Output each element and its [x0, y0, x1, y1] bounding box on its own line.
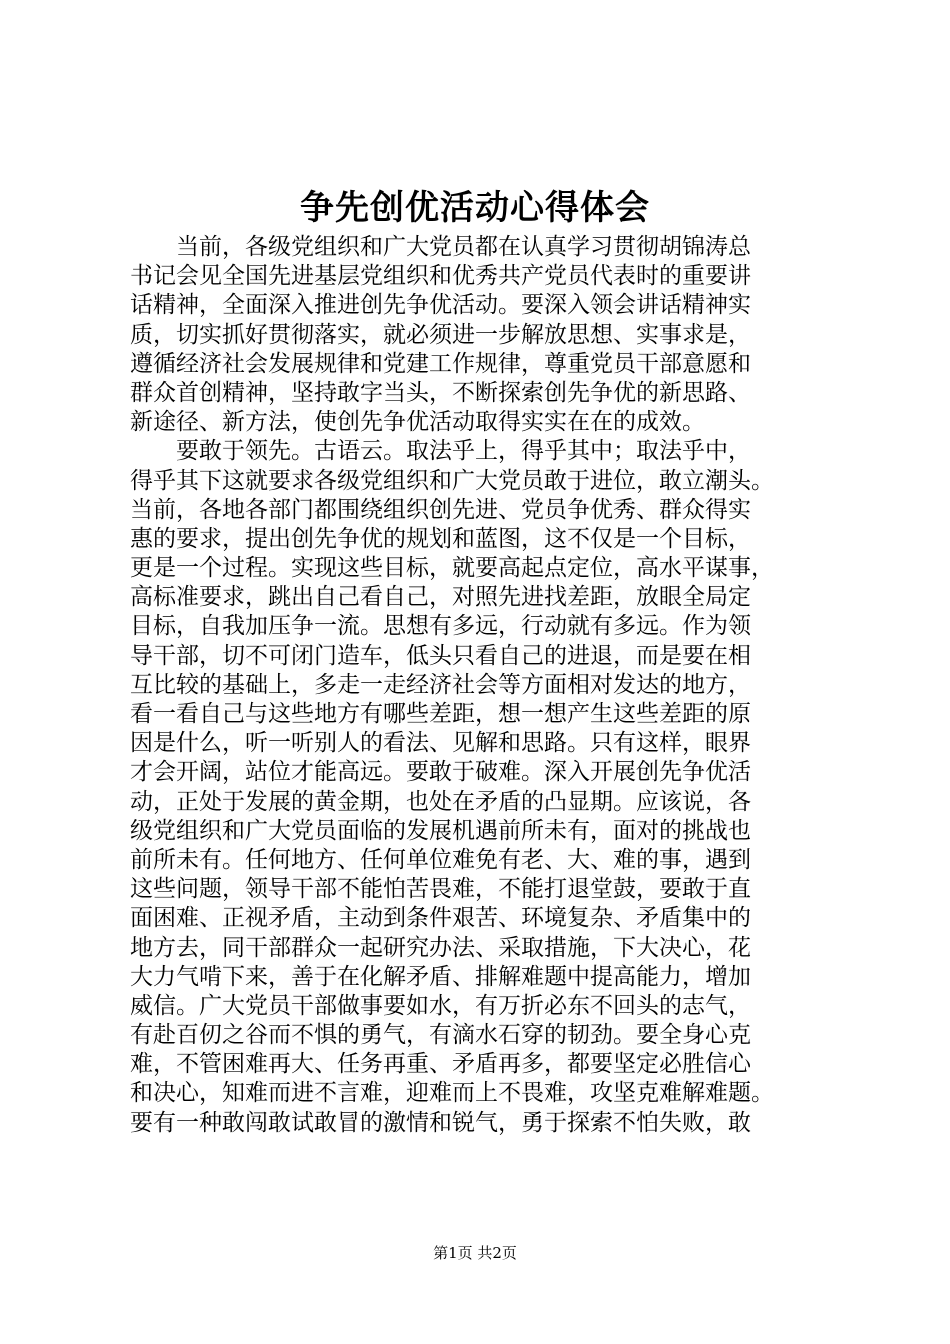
- body-line: 和决心，知难而进不言难，迎难而上不畏难，攻坚克难解难题。: [130, 1080, 774, 1107]
- body-line: 因是什么，听一听别人的看法、见解和思路。只有这样，眼界: [130, 730, 751, 757]
- body-line: 要敢于领先。古语云。取法乎上，得乎其中；取法乎中，: [130, 438, 751, 465]
- body-line: 目标，自我加压争一流。思想有多远，行动就有多远。作为领: [130, 613, 751, 640]
- body-line: 难，不管困难再大、任务再重、矛盾再多，都要坚定必胜信心: [130, 1051, 751, 1078]
- document-title: 争先创优活动心得体会: [300, 188, 650, 228]
- body-line: 惠的要求，提出创先争优的规划和蓝图，这不仅是一个目标，: [130, 525, 751, 552]
- body-line: 高标准要求，跳出自己看自己，对照先进找差距，放眼全局定: [130, 584, 751, 611]
- body-line: 才会开阔，站位才能高远。要敢于破难。深入开展创先争优活: [130, 759, 751, 786]
- body-line: 要有一种敢闯敢试敢冒的激情和锐气，勇于探索不怕失败，敢: [130, 1109, 751, 1136]
- body-line: 这些问题，领导干部不能怕苦畏难，不能打退堂鼓，要敢于直: [130, 876, 751, 903]
- document-body: [130, 233, 830, 1138]
- body-line: 威信。广大党员干部做事要如水，有万折必东不回头的志气，: [130, 992, 751, 1019]
- body-line: 导干部，切不可闭门造车，低头只看自己的进退，而是要在相: [130, 642, 751, 669]
- body-line: 得乎其下这就要求各级党组织和广大党员敢于进位，敢立潮头。: [130, 467, 774, 494]
- body-line: 面困难、正视矛盾，主动到条件艰苦、环境复杂、矛盾集中的: [130, 905, 751, 932]
- body-line: 更是一个过程。实现这些目标，就要高起点定位，高水平谋事，: [130, 555, 774, 582]
- body-line: 当前，各级党组织和广大党员都在认真学习贯彻胡锦涛总: [130, 234, 751, 260]
- body-line: 看一看自己与这些地方有哪些差距，想一想产生这些差距的原: [130, 701, 751, 727]
- body-line: 大力气啃下来，善于在化解矛盾、排解难题中提高能力，增加: [130, 963, 751, 990]
- body-line: 话精神，全面深入推进创先争优活动。要深入领会讲话精神实: [130, 292, 751, 319]
- body-line: 群众首创精神，坚持敢字当头，不断探索创先争优的新思路、: [130, 379, 751, 406]
- body-line: 级党组织和广大党员面临的发展机遇前所未有，面对的挑战也: [130, 817, 751, 844]
- body-line: 当前，各地各部门都围绕组织创先进、党员争优秀、群众得实: [130, 496, 751, 523]
- body-line: 地方去，同干部群众一起研究办法、采取措施，下大决心，花: [130, 934, 751, 961]
- body-line: 动，正处于发展的黄金期，也处在矛盾的凸显期。应该说，各: [130, 788, 751, 815]
- body-line: 互比较的基础上，多走一走经济社会等方面相对发达的地方，: [130, 671, 751, 698]
- body-line: 有赴百仞之谷而不惧的勇气，有滴水石穿的韧劲。要全身心克: [130, 1022, 751, 1049]
- body-line: 新途径、新方法，使创先争优活动取得实实在在的成效。: [130, 409, 705, 436]
- page-indicator: 第1页 共2页: [433, 1244, 517, 1262]
- body-line: 书记会见全国先进基层党组织和优秀共产党员代表时的重要讲: [130, 263, 751, 290]
- body-line: 质，切实抓好贯彻落实，就必须进一步解放思想、实事求是，: [130, 321, 751, 348]
- body-line: 遵循经济社会发展规律和党建工作规律，尊重党员干部意愿和: [130, 350, 751, 377]
- body-line: 前所未有。任何地方、任何单位难免有老、大、难的事，遇到: [130, 846, 751, 873]
